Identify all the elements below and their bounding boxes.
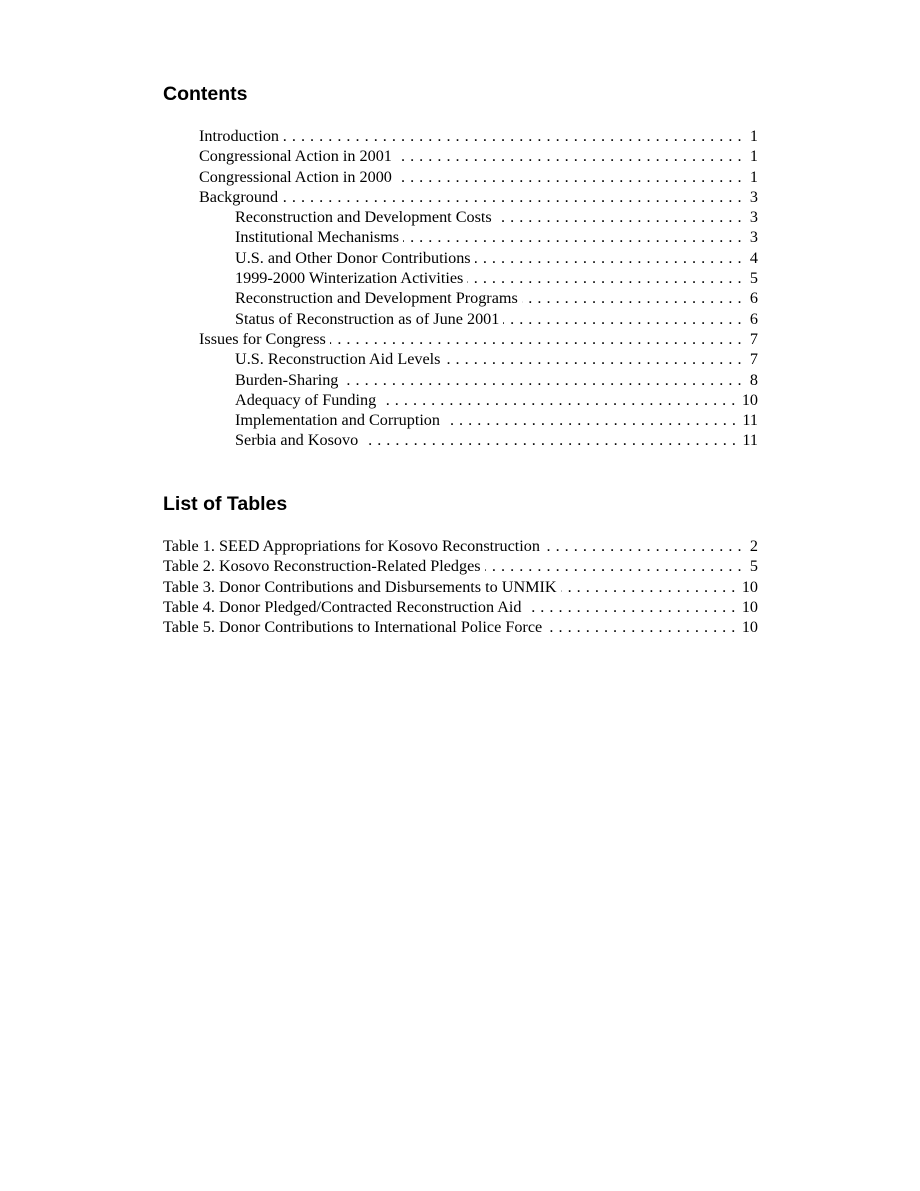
toc-entry-title-link[interactable]: Reconstruction and Development Programs [235,288,522,308]
dot-leader [403,227,742,247]
toc-entry-title-link[interactable]: Introduction [199,126,283,146]
toc-entry-page-number: 6 [749,289,758,308]
list-of-tables-list [0,536,920,637]
toc-entry-title-link[interactable]: Background [199,187,282,207]
toc-entry[interactable] [0,309,920,329]
table-list-entry[interactable] [0,577,920,597]
toc-entry-title-link[interactable]: Table 2. Kosovo Reconstruction-Related Pledges [163,556,485,576]
dot-leader [475,248,742,268]
toc-entry-page-number: 8 [749,370,758,389]
toc-entry-row [199,126,758,146]
dot-leader [396,167,742,187]
toc-entry-page-number: 5 [749,557,758,576]
toc-entry[interactable] [0,126,920,146]
toc-entry-page-number: 1 [749,127,758,145]
toc-entry-page-number: 10 [741,577,758,596]
toc-entry-row [163,577,758,597]
toc-entry-page-number: 10 [741,618,758,637]
toc-entry-row [163,617,758,637]
dot-leader [282,187,742,207]
table-list-entry[interactable] [0,556,920,576]
toc-entry-row [235,390,758,410]
toc-entry[interactable] [0,288,920,308]
toc-entry-page-number: 7 [749,350,758,369]
toc-entry[interactable] [0,430,920,450]
dot-leader [362,430,736,450]
dot-leader [485,556,742,576]
toc-entry-row [235,288,758,308]
toc-entry[interactable] [0,349,920,369]
toc-entry-title-link[interactable]: Implementation and Corruption [235,410,444,430]
toc-entry-row [163,597,758,617]
toc-entry-title-link[interactable]: Table 3. Donor Contributions and Disbursements to UNMIK [163,577,561,597]
toc-entry-page-number: 2 [749,537,758,555]
toc-entry-row [199,329,758,349]
dot-leader [396,146,742,166]
toc-entry-title-link[interactable]: Table 4. Donor Pledged/Contracted Reconstruction Aid [163,597,526,617]
toc-entry[interactable] [0,390,920,410]
dot-leader [503,309,742,329]
toc-entry-page-number: 6 [749,309,758,328]
toc-entry[interactable] [0,268,920,288]
toc-entry-title-link[interactable]: Burden-Sharing [235,370,342,390]
dot-leader [380,390,736,410]
toc-entry[interactable] [0,167,920,187]
table-list-entry[interactable] [0,617,920,637]
toc-entry-row [235,268,758,288]
toc-entry-row [235,370,758,390]
toc-entry-row [163,536,758,556]
toc-entry[interactable] [0,187,920,207]
toc-entry-page-number: 3 [749,228,758,247]
dot-leader [342,370,742,390]
toc-entry-title-link[interactable]: Adequacy of Funding [235,390,380,410]
toc-entry-title-link[interactable]: Table 5. Donor Contributions to International Police Force [163,617,546,637]
toc-entry-page-number: 11 [742,431,758,450]
toc-entry-page-number: 10 [741,390,758,409]
dot-leader [544,536,742,556]
table-list-entry[interactable] [0,536,920,556]
toc-entry-title-link[interactable]: Table 1. SEED Appropriations for Kosovo Reconstruction [163,536,544,556]
dot-leader [283,126,742,146]
toc-entry-row [199,146,758,166]
toc-entry-title-link[interactable]: Institutional Mechanisms [235,227,403,247]
toc-entry-page-number: 4 [749,248,758,267]
dot-leader [444,349,742,369]
dot-leader [546,617,736,637]
toc-entry-row [235,248,758,268]
dot-leader [467,268,742,288]
toc-entry[interactable] [0,248,920,268]
dot-leader [496,207,742,227]
dot-leader [330,329,742,349]
list-of-tables-heading: List of Tables [163,493,288,515]
contents-list [0,126,920,451]
toc-entry[interactable] [0,207,920,227]
toc-entry[interactable] [0,146,920,166]
toc-entry-title-link[interactable]: U.S. and Other Donor Contributions [235,248,475,268]
toc-entry[interactable] [0,329,920,349]
toc-entry-row [235,349,758,369]
dot-leader [444,410,736,430]
toc-entry-row [235,410,758,430]
toc-entry-title-link[interactable]: Congressional Action in 2001 [199,146,396,166]
toc-entry-row [235,430,758,450]
toc-entry-page-number: 3 [749,208,758,227]
toc-entry-page-number: 1 [749,147,758,166]
dot-leader [526,597,736,617]
toc-entry-page-number: 3 [749,187,758,206]
toc-entry-page-number: 11 [742,411,758,430]
toc-entry[interactable] [0,370,920,390]
toc-entry-title-link[interactable]: Issues for Congress [199,329,330,349]
toc-entry-row [163,556,758,576]
toc-entry-page-number: 1 [749,167,758,186]
toc-entry-title-link[interactable]: 1999-2000 Winterization Activities [235,268,467,288]
toc-entry[interactable] [0,410,920,430]
toc-entry-title-link[interactable]: Reconstruction and Development Costs [235,207,496,227]
toc-entry-title-link[interactable]: U.S. Reconstruction Aid Levels [235,349,444,369]
toc-entry-page-number: 10 [741,597,758,616]
toc-entry-row [235,207,758,227]
toc-entry-row [235,309,758,329]
toc-entry-row [199,167,758,187]
toc-entry-page-number: 5 [749,269,758,288]
toc-entry-title-link[interactable]: Serbia and Kosovo [235,430,362,450]
contents-heading: Contents [163,83,248,105]
dot-leader [522,288,742,308]
toc-entry-title-link[interactable]: Status of Reconstruction as of June 2001 [235,309,503,329]
toc-entry-title-link[interactable]: Congressional Action in 2000 [199,167,396,187]
dot-leader [561,577,736,597]
toc-entry-row [235,227,758,247]
table-list-entry[interactable] [0,597,920,617]
toc-entry-row [199,187,758,207]
toc-entry-page-number: 7 [749,329,758,348]
toc-entry[interactable] [0,227,920,247]
